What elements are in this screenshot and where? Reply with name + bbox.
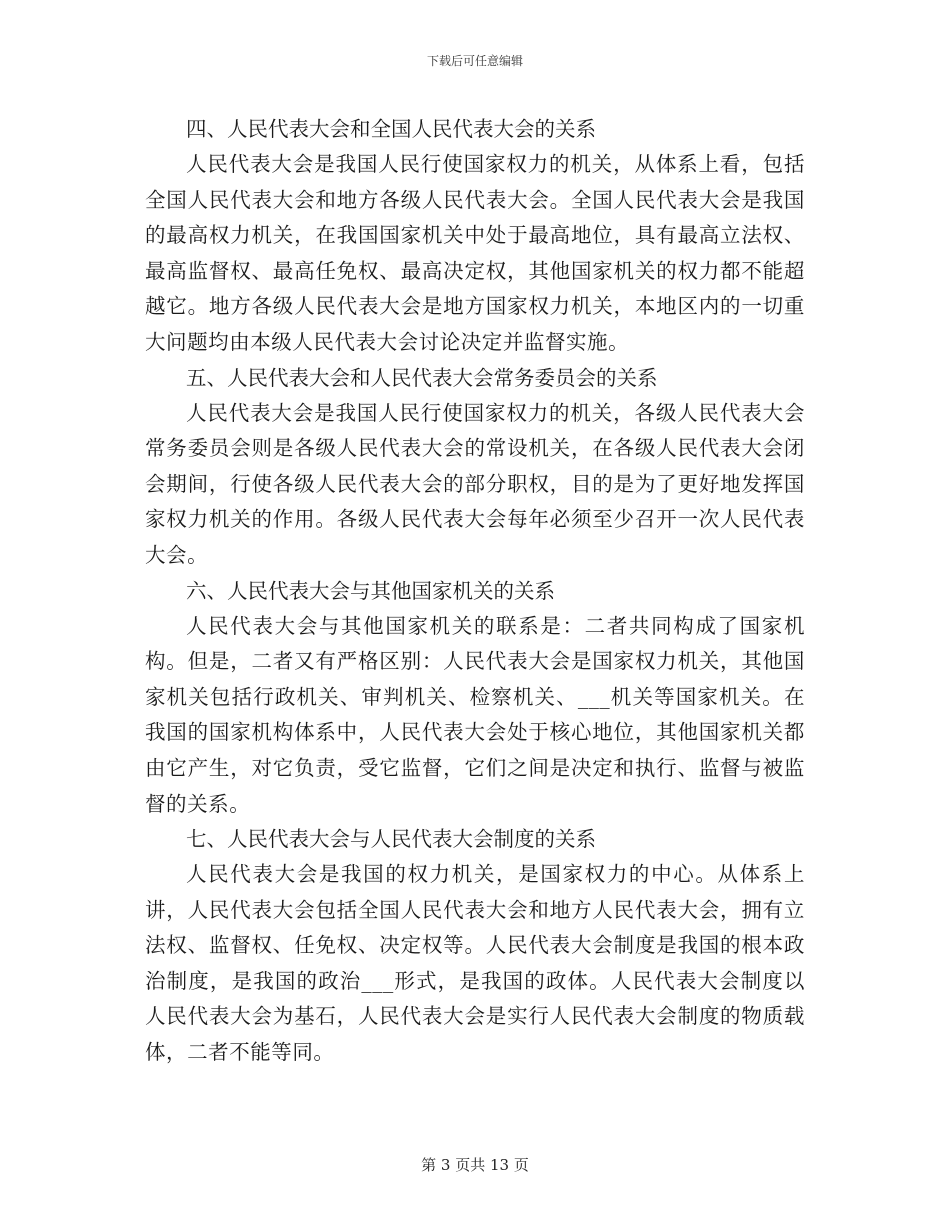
section-6-heading: 六、人民代表大会与其他国家机关的关系 — [186, 578, 555, 603]
page-number: 第 3 页共 13 页 — [421, 1156, 529, 1174]
section-7-paragraph: 人民代表大会是我国的权力机关，是国家权力的中心。从体系上讲，人民代表大会包括全国人民代表大会和地方人民代表大会，拥有立法权、监督权、任免权、决定权等。人民代表大会制度是我国的根本政治制度，是我国的政治___形式，是我国的政体。人民代表大会制度以人民代表大会为基石，人民代表大会是实行人民代表大会制度的物质载体，二者不能等同。 — [145, 862, 805, 1065]
section-5-paragraph: 人民代表大会是我国人民行使国家权力的机关，各级人民代表大会常务委员会则是各级人民代表大会的常设机关，在各级人民代表大会闭会期间，行使各级人民代表大会的部分职权，目的是为了更好地发挥国家权力机关的作用。各级人民代表大会每年必须至少召开一次人民代表大会。 — [145, 400, 805, 567]
page-header: 下载后可任意编辑 — [426, 54, 523, 68]
section-6-paragraph: 人民代表大会与其他国家机关的联系是：二者共同构成了国家机构。但是，二者又有严格区别：人民代表大会是国家权力机关，其他国家机关包括行政机关、审判机关、检察机关、___机关等国家机关。在我国的国家机构体系中，人民代表大会处于核心地位，其他国家机关都由它产生，对它负责，受它监督，它们之间是决定和执行、监督与被监督的关系。 — [145, 613, 805, 816]
document-body — [145, 112, 805, 1071]
section-7-heading: 七、人民代表大会与人民代表大会制度的关系 — [186, 827, 596, 852]
section-5-heading: 五、人民代表大会和人民代表大会常务委员会的关系 — [186, 365, 658, 390]
section-4-paragraph: 人民代表大会是我国人民行使国家权力的机关，从体系上看，包括全国人民代表大会和地方各级人民代表大会。全国人民代表大会是我国的最高权力机关，在我国国家机关中处于最高地位，具有最高立法权、最高监督权、最高任免权、最高决定权，其他国家机关的权力都不能超越它。地方各级人民代表大会是地方国家权力机关，本地区内的一切重大问题均由本级人民代表大会讨论决定并监督实施。 — [145, 152, 805, 354]
section-4-heading: 四、人民代表大会和全国人民代表大会的关系 — [186, 117, 596, 141]
